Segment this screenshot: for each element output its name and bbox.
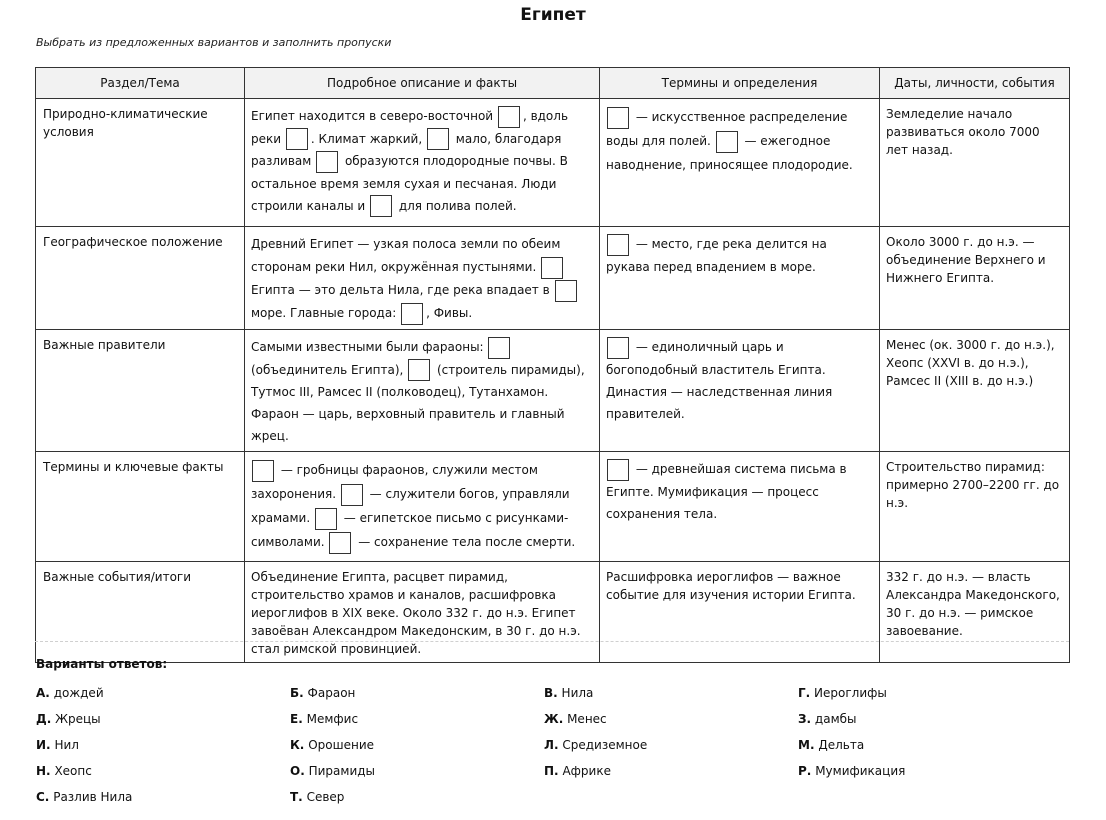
egypt-table [35,67,1070,663]
table-row [36,562,1070,663]
table-row [36,330,1070,452]
instruction-text: Выбрать из предложенных вариантов и заполнить пропуски [36,36,392,49]
description-cell: Египет находится в северо-восточной , вдоль реки . Климат жаркий, мало, благодаря разливам образуются плодородные почвы. В остальное время земля сухая и песчаная. Люди строили каналы и для полива полей. [245,99,600,227]
answer-blank[interactable] [607,337,629,359]
description-cell: Древний Египет — узкая полоса земли по обеим сторонам реки Нил, окружённая пустынями. Египта — это дельта Нила, где река впадает в море. Главные города: , Фивы. [245,227,600,330]
topic-cell: Важные правители [36,330,245,452]
topic-cell: Географическое положение [36,227,245,330]
answer-blank[interactable] [607,234,629,256]
answer-option: О. Пирамиды [290,764,376,778]
topic-cell: Термины и ключевые факты [36,452,245,562]
header-topic: Раздел/Тема [36,68,245,99]
terms-cell: — древнейшая система письма в Египте. Мумификация — процесс сохранения тела. [600,452,880,562]
topic-cell: Природно-климатические условия [36,99,245,227]
topic-cell: Важные события/итоги [36,562,245,663]
answer-option: Л. Средиземное [544,738,648,752]
answer-option: Ж. Менес [544,712,607,726]
answer-option: М. Дельта [798,738,865,752]
divider [35,641,1069,642]
answers-title: Варианты ответов: [36,657,168,671]
answer-blank[interactable] [427,128,449,150]
answer-blank[interactable] [488,337,510,359]
answer-blank[interactable] [716,131,738,153]
answer-blank[interactable] [498,106,520,128]
terms-cell: — место, где река делится на рукава перед впадением в море. [600,227,880,330]
answer-blank[interactable] [607,459,629,481]
answer-blank[interactable] [315,508,337,530]
answer-option: П. Африке [544,764,611,778]
table-row [36,452,1070,562]
answer-option: Е. Мемфис [290,712,359,726]
answer-blank[interactable] [341,484,363,506]
answer-blank[interactable] [401,303,423,325]
answer-option: Р. Мумификация [798,764,906,778]
header-dates: Даты, личности, события [880,68,1070,99]
answer-option: И. Нил [36,738,79,752]
answer-blank[interactable] [286,128,308,150]
answer-blank[interactable] [329,532,351,554]
answer-option: В. Нила [544,686,594,700]
answer-option: С. Разлив Нила [36,790,133,804]
answer-option: Б. Фараон [290,686,356,700]
answer-blank[interactable] [555,280,577,302]
answer-options [36,686,1076,816]
answer-blank[interactable] [252,460,274,482]
description-cell: Самыми известными были фараоны: (объединитель Египта), (строитель пирамиды), Тутмос III, Рамсес II (полководец), Тутанхамон. Фараон — царь, верховный правитель и главный жрец. [245,330,600,452]
header-terms: Термины и определения [600,68,880,99]
dates-line: 332 г. до н.э. — власть Александра Македонского, [886,570,1060,602]
answer-option: Д. Жрецы [36,712,101,726]
answer-blank[interactable] [541,257,563,279]
answer-option: А. дождей [36,686,104,700]
header-description: Подробное описание и факты [245,68,600,99]
answer-option: Г. Иероглифы [798,686,887,700]
table-header-row [36,68,1070,99]
dates-cell [880,330,1070,452]
table-row [36,99,1070,227]
dates-cell: Земледелие начало развиваться около 7000 лет назад. [880,99,1070,227]
terms-cell: — единоличный царь и богоподобный властитель Египта. Династия — наследственная линия правителей. [600,330,880,452]
answer-option: Н. Хеопс [36,764,92,778]
dates-cell [880,562,1070,663]
dates-line: 30 г. до н.э. — римское завоевание. [886,606,1034,638]
description-cell: — гробницы фараонов, служили местом захоронения. — служители богов, управляли храмами. — египетское письмо с рисунками-символами. — сохранение тела после смерти. [245,452,600,562]
dates-line: Хеопс (XXVI в. до н.э.), [886,356,1029,370]
answer-option: З. дамбы [798,712,857,726]
dates-line: Рамсес II (XIII в. до н.э.) [886,374,1034,388]
answer-blank[interactable] [607,107,629,129]
dates-cell: Около 3000 г. до н.э. — объединение Верхнего и Нижнего Египта. [880,227,1070,330]
dates-cell: Строительство пирамид: примерно 2700–2200 гг. до н.э. [880,452,1070,562]
page-title: Египет [520,5,586,25]
answer-option: К. Орошение [290,738,374,752]
dates-line: Менес (ок. 3000 г. до н.э.), [886,338,1055,352]
description-cell: Объединение Египта, расцвет пирамид, строительство храмов и каналов, расшифровка иероглифов в XIX веке. Около 332 г. до н.э. Египет завоёван Александром Македонским, в 30 г. до н.э. стал римской провинцией. [245,562,600,663]
answer-blank[interactable] [316,151,338,173]
terms-cell: — искусственное распределение воды для полей. — ежегодное наводнение, приносящее плодородие. [600,99,880,227]
answer-option: Т. Север [290,790,345,804]
answer-blank[interactable] [370,195,392,217]
terms-cell: Расшифровка иероглифов — важное событие для изучения истории Египта. [600,562,880,663]
table-row [36,227,1070,330]
answer-blank[interactable] [408,359,430,381]
